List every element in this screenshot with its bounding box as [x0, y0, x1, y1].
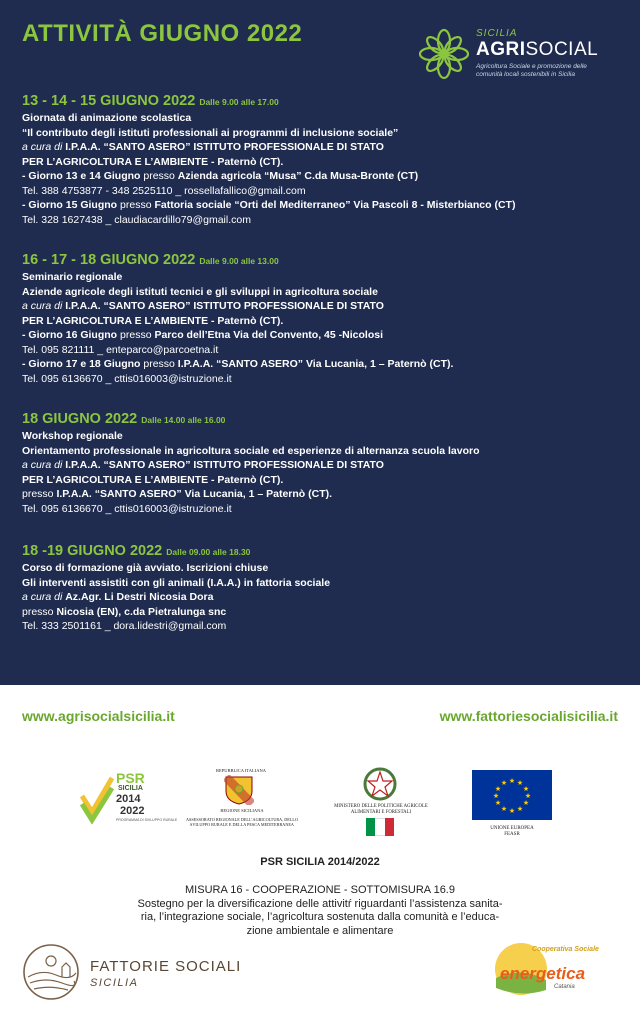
psr-logo: PSR SICILIA 2014 2022 PROGRAMMA DI SVILUPPO RURALE	[80, 768, 150, 828]
event-subject: Aziende agricole degli istituti tecnici e gli sviluppi in agricoltura sociale	[22, 285, 378, 298]
eu-logo: ★ ★ ★ ★ ★ ★ ★ ★ ★ ★ ★ ★ UNIONE EUROPEA FEASR	[472, 770, 552, 840]
event-date: 13 - 14 - 15 GIUGNO 2022 Dalle 9.00 alle 17.00	[22, 93, 279, 109]
event-contact-1: Tel. 095 821111 _ enteparco@parcoetna.it	[22, 343, 219, 356]
event-organizer: a cura di I.P.A.A. “SANTO ASERO” ISTITUTO PROFESSIONALE DI STATO	[22, 141, 384, 153]
eu-flag-icon	[472, 770, 552, 820]
event-date: 16 - 17 - 18 GIUGNO 2022 Dalle 9.00 alle 13.00	[22, 252, 279, 268]
event-organizer: a cura di I.P.A.A. “SANTO ASERO” ISTITUTO PROFESSIONALE DI STATO	[22, 300, 384, 312]
event-organizer-2: PER L’AGRICOLTURA E L’AMBIENTE - Paternò (CT).	[22, 155, 284, 168]
svg-text:★: ★	[494, 799, 502, 807]
partner-logos	[0, 766, 640, 846]
flower-logo-icon	[418, 28, 470, 80]
event-day-2: - Giorno 17 e 18 Giugno presso I.P.A.A. “SANTO ASERO” Via Lucania, 1 – Paternò (CT).	[22, 358, 454, 370]
event-organizer: a cura di I.P.A.A. “SANTO ASERO” ISTITUTO PROFESSIONALE DI STATO	[22, 459, 384, 471]
svg-text:★: ★	[522, 785, 530, 793]
fattorie-sociali-logo: FATTORIE SOCIALI SICILIA	[22, 943, 262, 1003]
svg-text:★: ★	[516, 805, 524, 813]
misura-text: MISURA 16 - COOPERAZIONE - SOTTOMISURA 16.9 Sostegno per la diversificazione delle attivitŕ riguardanti l’assistenza sanita- ria, l’integrazione sociale, l’agricoltura sostenuta dalla comunità e l’educa- zione ambientale e alimentare	[137, 884, 503, 937]
farm-landscape-icon	[22, 943, 80, 1001]
logo-tagline-2: comunità locali sostenibili in Sicilia	[476, 71, 575, 78]
event-subject: “Il contributo degli istituti professionali ai programmi di inclusione sociale”	[22, 126, 399, 139]
logo-tagline-1: Agricoltura Sociale e promozione delle	[476, 63, 587, 70]
svg-text:★: ★	[492, 792, 500, 800]
event-subject: Orientamento professionale in agricoltura sociale ed esperienze di alternanza scuola lavoro	[22, 444, 480, 457]
svg-text:★: ★	[522, 799, 530, 807]
event-organizer: a cura di Az.Agr. Li Destri Nicosia Dora	[22, 591, 214, 603]
svg-text:★: ★	[516, 779, 524, 787]
fattorie-link[interactable]: www.fattoriesocialisicilia.it	[439, 708, 618, 724]
italian-flag-icon	[366, 818, 394, 836]
svg-text:★: ★	[524, 792, 532, 800]
event-day-1: - Giorno 16 Giugno presso Parco dell’Etna Via del Convento, 45 -Nicolosi	[22, 329, 383, 341]
event-contact: Tel. 333 2501161 _ dora.lidestri@gmail.com	[22, 620, 227, 632]
event-4	[22, 542, 622, 634]
event-organizer-2: PER L’AGRICOLTURA E L’AMBIENTE - Paternò (CT).	[22, 314, 284, 327]
page-title: ATTIVITÀ GIUGNO 2022	[22, 20, 303, 47]
svg-text:★: ★	[500, 805, 508, 813]
event-type: Giornata di animazione scolastica	[22, 112, 192, 124]
event-organizer-2: PER L’AGRICOLTURA E L’AMBIENTE - Paternò (CT).	[22, 473, 284, 486]
event-3	[22, 410, 622, 516]
svg-text:★: ★	[500, 779, 508, 787]
event-date: 18 GIUGNO 2022 Dalle 14.00 alle 16.00	[22, 411, 226, 427]
psr-title: PSR SICILIA 2014/2022	[260, 856, 380, 868]
event-day-1: - Giorno 13 e 14 Giugno presso Azienda agricola “Musa” C.da Musa-Bronte (CT)	[22, 170, 419, 182]
event-type: Workshop regionale	[22, 430, 123, 442]
event-1	[22, 92, 622, 227]
svg-text:★: ★	[494, 785, 502, 793]
logo-brand: AGRISOCIAL	[476, 39, 599, 60]
regione-sicilia-logo: REPUBBLICA ITALIANA REGIONE SICILIANA ASSESSORATO REGIONALE DELL’AGRICOLTURA, DELLO SVILUPPO RURALE E DELLA PESCA MEDITERRANEA	[186, 768, 298, 827]
ministero-logo: MINISTERO DELLE POLITICHE AGRICOLE ALIMENTARI E FORESTALI	[326, 766, 436, 838]
italian-emblem-icon	[362, 766, 398, 802]
event-contact-2: Tel. 095 6136670 _ cttis016003@istruzione.it	[22, 372, 232, 385]
coop-energetica-logo: Cooperativa Sociale energetica Catania	[482, 938, 602, 1008]
event-location: presso Nicosia (EN), c.da Pietralunga snc	[22, 605, 227, 618]
event-type: Corso di formazione già avviato. Iscrizioni chiuse	[22, 562, 269, 574]
event-2	[22, 251, 622, 386]
event-contact: Tel. 095 6136670 _ cttis016003@istruzione.it	[22, 502, 232, 515]
svg-text:★: ★	[508, 777, 516, 785]
event-type: Seminario regionale	[22, 271, 123, 283]
agrisocial-logo	[418, 26, 618, 86]
trinacria-shield-icon	[224, 775, 254, 805]
event-contact-2: Tel. 328 1627438 _ claudiacardillo79@gmail.com	[22, 213, 251, 226]
event-date: 18 -19 GIUGNO 2022 Dalle 09.00 alle 18.30	[22, 543, 251, 559]
agrisocial-link[interactable]: www.agrisocialsicilia.it	[22, 708, 175, 724]
event-contact-1: Tel. 388 4753877 - 348 2525110 _ rossellafallico@gmail.com	[22, 184, 306, 197]
psr-check-icon	[80, 774, 114, 824]
event-day-2: - Giorno 15 Giugno presso Fattoria sociale “Orti del Mediterraneo” Via Pascoli 8 - Misterbianco (CT)	[22, 199, 516, 211]
event-subject: Gli interventi assistiti con gli animali (I.A.A.) in fattoria sociale	[22, 576, 331, 589]
logo-sicilia: SICILIA	[476, 28, 518, 39]
svg-text:★: ★	[508, 807, 516, 815]
event-location: presso I.P.A.A. “SANTO ASERO” Via Lucania, 1 – Paternò (CT).	[22, 488, 333, 500]
